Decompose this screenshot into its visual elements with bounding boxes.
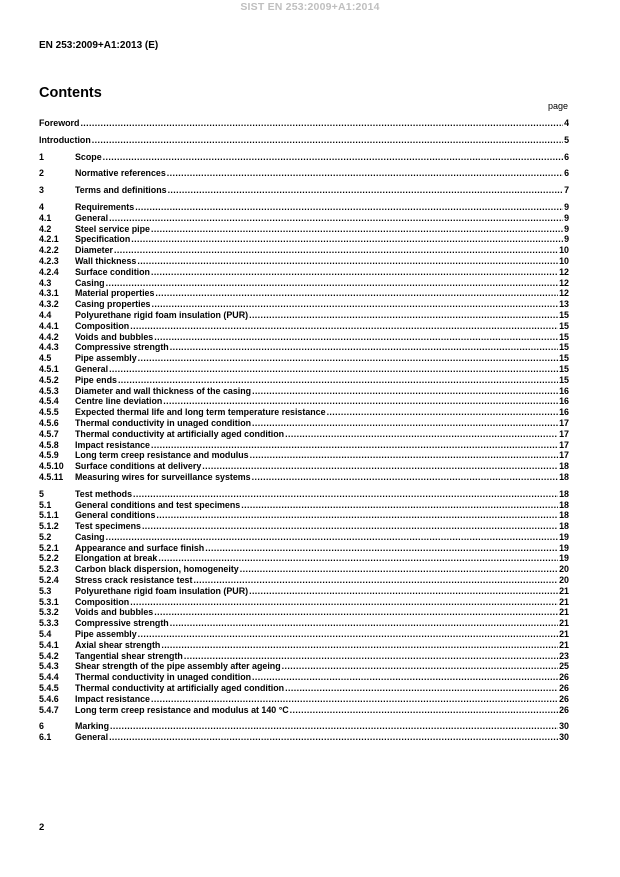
toc-entry-number: 5.2.2 — [39, 553, 59, 564]
dot-leader — [151, 267, 558, 278]
toc-entry-page: 10 — [559, 245, 569, 256]
toc-entry[interactable] — [39, 310, 569, 321]
toc-entry-title: Pipe ends — [75, 374, 117, 385]
toc-entry-number: 5.2.3 — [39, 564, 59, 575]
toc-entry-title: Terms and definitions — [75, 185, 167, 196]
toc-entry[interactable] — [39, 440, 569, 451]
toc-entry[interactable] — [39, 288, 569, 299]
toc-entry-page: 23 — [559, 650, 569, 661]
toc-entry[interactable] — [39, 364, 569, 375]
toc-entry-number: 5.1.2 — [39, 521, 59, 532]
toc-entry-number: 4.3 — [39, 277, 52, 288]
toc-entry-number: 5.4.3 — [39, 661, 59, 672]
toc-entry-page: 26 — [559, 704, 569, 715]
dot-leader — [168, 185, 564, 196]
toc-entry-page: 15 — [559, 309, 569, 320]
dot-leader — [151, 299, 558, 310]
toc-entry[interactable] — [39, 661, 569, 672]
toc-entry[interactable] — [39, 267, 569, 278]
dot-leader — [109, 213, 563, 224]
toc-entry-title: Tangential shear strength — [75, 650, 183, 661]
toc-entry-title: Pipe assembly — [75, 629, 137, 640]
toc-entry-title: Compressive strength — [75, 618, 169, 629]
toc-entry[interactable] — [39, 489, 569, 500]
toc-entry-title: Casing — [75, 531, 105, 542]
toc-entry-number: 4.5.3 — [39, 385, 59, 396]
toc-entry-page: 17 — [559, 428, 569, 439]
toc-entry-number: 5.2.1 — [39, 542, 59, 553]
toc-entry[interactable] — [39, 245, 569, 256]
dot-leader — [167, 168, 563, 179]
dot-leader — [151, 224, 563, 235]
toc-entry-title: Carbon black dispersion, homogeneity — [75, 564, 239, 575]
toc-entry-title: Voids and bubbles — [75, 607, 154, 618]
toc-entry[interactable] — [39, 152, 569, 163]
toc-entry-title: Test specimens — [75, 521, 141, 532]
dot-leader — [114, 245, 558, 256]
toc-entry[interactable] — [39, 118, 569, 129]
dot-leader — [151, 440, 558, 451]
toc-entry-number: 4.5.8 — [39, 439, 59, 450]
dot-leader — [80, 118, 563, 129]
dot-leader — [240, 564, 558, 575]
toc-entry-number: 4.4.1 — [39, 320, 59, 331]
toc-entry-title: Appearance and surface finish — [75, 542, 205, 553]
dot-leader — [106, 278, 559, 289]
toc-entry-title: Polyurethane rigid foam insulation (PUR) — [75, 309, 249, 320]
toc-entry-title: Composition — [75, 320, 130, 331]
toc-entry-title: Test methods — [75, 488, 133, 499]
toc-entry-number: 4 — [39, 201, 44, 212]
dot-leader — [170, 342, 558, 353]
toc-entry-title: Specification — [75, 234, 131, 245]
toc-entry-number: 4.1 — [39, 212, 52, 223]
toc-entry-page: 19 — [559, 531, 569, 542]
toc-entry-page: 15 — [559, 353, 569, 364]
toc-entry[interactable] — [39, 224, 569, 235]
toc-entry-number: 4.2.3 — [39, 255, 59, 266]
toc-entry[interactable] — [39, 510, 569, 521]
dot-leader — [156, 510, 558, 521]
toc-entry[interactable] — [39, 168, 569, 179]
toc-entry-page: 19 — [559, 553, 569, 564]
toc-entry-number: 4.2 — [39, 223, 52, 234]
dot-leader — [184, 651, 558, 662]
dot-leader — [290, 705, 558, 716]
toc-entry-page: 17 — [559, 417, 569, 428]
dot-leader — [252, 472, 559, 483]
toc-entry-page: 4 — [564, 118, 569, 128]
dot-leader — [205, 543, 558, 554]
dot-leader — [133, 489, 558, 500]
toc-entry-page: 30 — [559, 732, 569, 743]
toc-entry-page: 16 — [559, 407, 569, 418]
dot-leader — [109, 732, 558, 743]
dot-leader — [92, 135, 563, 146]
toc-entry-title: Centre line deviation — [75, 396, 163, 407]
dot-leader — [170, 618, 558, 629]
toc-entry-page: 15 — [559, 342, 569, 353]
toc-entry-title: Steel service pipe — [75, 223, 150, 234]
toc-entry-page: 6 — [564, 168, 569, 179]
toc-entry-title: Stress crack resistance test — [75, 575, 193, 586]
toc-entry-title: Measuring wires for surveillance systems — [75, 471, 251, 482]
dot-leader — [155, 288, 558, 299]
toc-entry-number: 4.5 — [39, 353, 52, 364]
toc-entry-title: Normative references — [75, 168, 166, 179]
dot-leader — [130, 597, 558, 608]
toc-entry-page: 26 — [559, 683, 569, 694]
toc-entry-page: 5 — [564, 134, 569, 145]
toc-entry[interactable] — [39, 135, 569, 146]
toc-entry-page: 20 — [559, 564, 569, 575]
toc-entry[interactable] — [39, 321, 569, 332]
toc-entry-title: Marking — [75, 721, 110, 732]
toc-entry-page: 21 — [559, 629, 569, 640]
toc-entry-page: 30 — [559, 721, 569, 732]
toc-entry-page: 26 — [559, 672, 569, 683]
toc-entry-number: 5.4.2 — [39, 650, 59, 661]
toc-entry-number: 1 — [39, 151, 44, 162]
dot-leader — [161, 640, 558, 651]
toc-entry[interactable] — [39, 694, 569, 705]
toc-entry-title: Axial shear strength — [75, 639, 161, 650]
toc-entry-page: 12 — [559, 277, 569, 288]
toc-entry-page: 21 — [559, 596, 569, 607]
toc-entry[interactable] — [39, 629, 569, 640]
toc-entry-number: 4.4.3 — [39, 342, 59, 353]
toc-entry-title: Diameter — [75, 245, 113, 256]
toc-entry-title: General — [75, 212, 109, 223]
dot-leader — [135, 202, 563, 213]
watermark: SIST EN 253:2009+A1:2014 — [240, 1, 380, 13]
dot-leader — [193, 575, 558, 586]
toc-entry-page: 9 — [564, 212, 569, 223]
toc-entry-title: Requirements — [75, 201, 135, 212]
toc-entry[interactable] — [39, 332, 569, 343]
toc-entry-number: 6.1 — [39, 732, 52, 743]
toc-entry[interactable] — [39, 532, 569, 543]
toc-entry[interactable] — [39, 597, 569, 608]
toc-entry[interactable] — [39, 651, 569, 662]
toc-entry[interactable] — [39, 185, 569, 196]
toc-entry[interactable] — [39, 418, 569, 429]
toc-entry-title: Impact resistance — [75, 439, 150, 450]
toc-entry[interactable] — [39, 396, 569, 407]
dot-leader — [106, 532, 559, 543]
toc-entry[interactable] — [39, 543, 569, 554]
dot-leader — [163, 396, 558, 407]
toc-entry-number: 5.4.7 — [39, 704, 59, 715]
toc-entry-number: 4.5.6 — [39, 417, 59, 428]
toc-entry-title: Thermal conductivity at artificially aged condition — [75, 683, 285, 694]
dot-leader — [130, 321, 558, 332]
toc-entry-number: 5.1.1 — [39, 510, 59, 521]
toc-entry-page: 26 — [559, 693, 569, 704]
page-column-header: page — [547, 101, 568, 111]
toc-entry-page: 21 — [559, 585, 569, 596]
toc-entry[interactable] — [39, 500, 569, 511]
toc-entry[interactable] — [39, 234, 569, 245]
toc-entry-number: 4.5.2 — [39, 374, 59, 385]
toc-entry[interactable] — [39, 521, 569, 532]
toc-entry-page: 18 — [559, 471, 569, 482]
dot-leader — [327, 407, 559, 418]
toc-entry-title: Voids and bubbles — [75, 331, 154, 342]
toc-entry[interactable] — [39, 564, 569, 575]
dot-leader — [252, 386, 558, 397]
dot-leader — [118, 375, 558, 386]
toc-entry[interactable] — [39, 586, 569, 597]
toc-entry-number: 3 — [39, 185, 44, 196]
dot-leader — [137, 256, 558, 267]
toc-entry-number: 4.3.1 — [39, 288, 59, 299]
toc-entry[interactable] — [39, 375, 569, 386]
toc-entry-number: 5.3.3 — [39, 618, 59, 629]
toc-entry-page: 6 — [564, 151, 569, 162]
toc-entry-number: 4.5.4 — [39, 396, 59, 407]
page-title: Contents — [39, 85, 102, 101]
toc-entry-number: 5.4 — [39, 629, 52, 640]
toc-entry[interactable] — [39, 407, 569, 418]
toc-entry-title: Casing properties — [75, 299, 151, 310]
toc-entry-page: 15 — [559, 374, 569, 385]
dot-leader — [110, 721, 558, 732]
toc-entry-page: 16 — [559, 396, 569, 407]
toc-entry-number: 4.5.9 — [39, 450, 59, 461]
toc-entry-number: 4.4.2 — [39, 331, 59, 342]
toc-entry[interactable] — [39, 213, 569, 224]
toc-entry-number: 5.4.5 — [39, 683, 59, 694]
toc-entry-title: Long term creep resistance and modulus — [75, 450, 249, 461]
toc-entry-page: 13 — [559, 299, 569, 310]
toc-entry-number: 5.4.1 — [39, 639, 59, 650]
toc-entry-title: Surface condition — [75, 266, 150, 277]
dot-leader — [249, 310, 558, 321]
dot-leader — [250, 450, 559, 461]
toc-entry-title: Surface conditions at delivery — [75, 461, 202, 472]
toc-entry-page: 9 — [564, 201, 569, 212]
toc-entry-number: 5.3.2 — [39, 607, 59, 618]
toc-entry-title: Casing — [75, 277, 105, 288]
toc-entry[interactable] — [39, 553, 569, 564]
toc-entry-page: 21 — [559, 639, 569, 650]
toc-entry-number: 5.4.6 — [39, 693, 59, 704]
toc-entry-page: 15 — [559, 320, 569, 331]
toc-entry-number: 5 — [39, 488, 44, 499]
toc-entry-title: Scope — [75, 151, 102, 162]
toc-entry[interactable] — [39, 721, 569, 732]
toc-entry[interactable] — [39, 672, 569, 683]
toc-entry[interactable] — [39, 299, 569, 310]
toc-entry-page: 7 — [564, 185, 569, 196]
toc-entry[interactable] — [39, 575, 569, 586]
toc-entry[interactable] — [39, 386, 569, 397]
toc-entry-title: Compressive strength — [75, 342, 169, 353]
toc-entry-title: General conditions — [75, 510, 156, 521]
toc-entry-title: Thermal conductivity in unaged condition — [75, 417, 252, 428]
toc-entry[interactable] — [39, 732, 569, 743]
toc-entry-number: 4.5.1 — [39, 363, 59, 374]
toc-entry-title: Long term creep resistance and modulus at 140 °C — [75, 704, 289, 715]
toc-entry-number: 5.1 — [39, 499, 52, 510]
dot-leader — [154, 607, 558, 618]
toc-entry-title: Wall thickness — [75, 255, 137, 266]
toc-entry-title: Elongation at break — [75, 553, 158, 564]
dot-leader — [241, 500, 558, 511]
toc-entry-number: 5.3.1 — [39, 596, 59, 607]
toc-entry-page: 19 — [559, 542, 569, 553]
toc-entry-number: 5.4.4 — [39, 672, 59, 683]
toc-entry-number: 4.5.11 — [39, 471, 64, 482]
toc-entry-number: 5.2 — [39, 531, 52, 542]
toc-entry[interactable] — [39, 461, 569, 472]
dot-leader — [151, 694, 558, 705]
toc-entry-title: Material properties — [75, 288, 155, 299]
dot-leader — [158, 553, 558, 564]
toc-entry[interactable] — [39, 278, 569, 289]
toc-entry-title: Pipe assembly — [75, 353, 137, 364]
dot-leader — [252, 418, 558, 429]
toc-entry[interactable] — [39, 683, 569, 694]
table-of-contents — [39, 118, 569, 743]
toc-entry[interactable] — [39, 705, 569, 716]
dot-leader — [285, 429, 558, 440]
toc-entry-page: 18 — [559, 461, 569, 472]
toc-entry[interactable] — [39, 472, 569, 483]
dot-leader — [202, 461, 558, 472]
toc-entry-number: 5.2.4 — [39, 575, 59, 586]
toc-entry-page: 16 — [559, 385, 569, 396]
toc-entry[interactable] — [39, 618, 569, 629]
dot-leader — [131, 234, 563, 245]
toc-entry[interactable] — [39, 429, 569, 440]
toc-entry-page: 17 — [559, 439, 569, 450]
toc-entry-number: 4.5.7 — [39, 428, 59, 439]
toc-entry-number: 4.2.4 — [39, 266, 59, 277]
toc-entry-title: Impact resistance — [75, 693, 150, 704]
dot-leader — [103, 152, 563, 163]
toc-entry[interactable] — [39, 450, 569, 461]
toc-entry-page: 17 — [559, 450, 569, 461]
toc-entry-number: 4.2.2 — [39, 245, 59, 256]
toc-entry-number: 4.4 — [39, 309, 52, 320]
dot-leader — [142, 521, 558, 532]
toc-entry-page: 15 — [559, 363, 569, 374]
toc-entry-page: 21 — [559, 618, 569, 629]
toc-entry-number: 2 — [39, 168, 44, 179]
dot-leader — [109, 364, 558, 375]
toc-entry[interactable] — [39, 640, 569, 651]
toc-entry-page: 15 — [559, 331, 569, 342]
toc-entry-page: 18 — [559, 510, 569, 521]
toc-entry-page: 21 — [559, 607, 569, 618]
toc-entry-number: 5.3 — [39, 585, 52, 596]
toc-entry-page: 18 — [559, 488, 569, 499]
dot-leader — [138, 629, 558, 640]
toc-entry[interactable] — [39, 256, 569, 267]
dot-leader — [252, 672, 558, 683]
toc-entry-page: 12 — [559, 288, 569, 299]
toc-entry-title: Shear strength of the pipe assembly after ageing — [75, 661, 281, 672]
document-id: EN 253:2009+A1:2013 (E) — [39, 40, 159, 51]
toc-entry-title: Diameter and wall thickness of the casing — [75, 385, 252, 396]
dot-leader — [138, 353, 558, 364]
dot-leader — [285, 683, 558, 694]
toc-entry[interactable] — [39, 353, 569, 364]
toc-entry-page: 12 — [559, 266, 569, 277]
toc-entry-page: 25 — [559, 661, 569, 672]
toc-entry-title: Thermal conductivity in unaged condition — [75, 672, 252, 683]
toc-entry-page: 20 — [559, 575, 569, 586]
toc-entry-title: Thermal conductivity at artificially aged condition — [75, 428, 285, 439]
toc-entry-page: 18 — [559, 521, 569, 532]
toc-entry-page: 9 — [564, 234, 569, 245]
toc-entry[interactable] — [39, 607, 569, 618]
toc-entry[interactable] — [39, 342, 569, 353]
toc-entry-page: 10 — [559, 255, 569, 266]
toc-entry-title: General — [75, 363, 109, 374]
toc-entry-number: 4.3.2 — [39, 299, 59, 310]
toc-entry-title: Composition — [75, 596, 130, 607]
toc-entry-number: 4.2.1 — [39, 234, 59, 245]
toc-entry-number: 4.5.10 — [39, 461, 64, 472]
dot-leader — [282, 661, 558, 672]
toc-entry-title: Foreword — [39, 118, 80, 128]
toc-entry-number: 6 — [39, 721, 44, 732]
dot-leader — [154, 332, 558, 343]
toc-entry-title: Expected thermal life and long term temperature resistance — [75, 407, 326, 418]
dot-leader — [249, 586, 558, 597]
toc-entry[interactable] — [39, 202, 569, 213]
toc-entry-page: 9 — [564, 223, 569, 234]
toc-entry-number: 4.5.5 — [39, 407, 59, 418]
toc-entry-title: General — [75, 732, 109, 743]
toc-entry-title: Polyurethane rigid foam insulation (PUR) — [75, 585, 249, 596]
toc-entry-page: 18 — [559, 499, 569, 510]
toc-entry-title: Introduction — [39, 134, 91, 145]
toc-entry-title: General conditions and test specimens — [75, 499, 241, 510]
page-number: 2 — [39, 822, 45, 833]
